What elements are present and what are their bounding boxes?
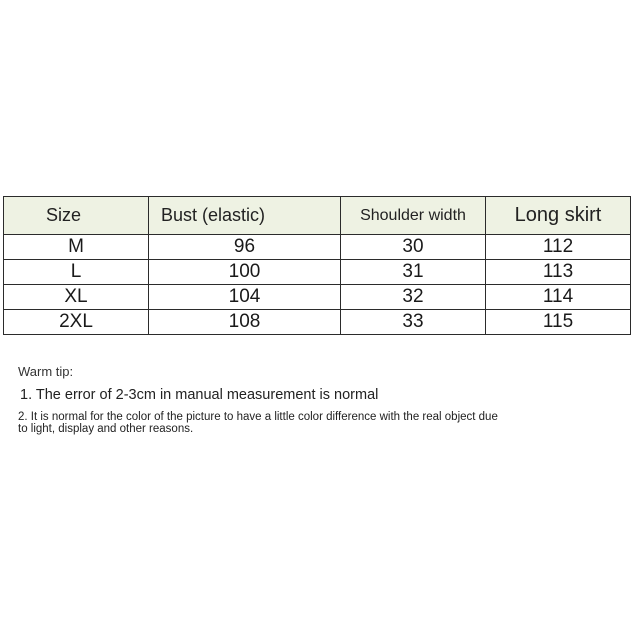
table-row (4, 310, 631, 335)
header-bust: Bust (elastic) (149, 197, 341, 235)
cell-size: L (4, 260, 149, 285)
cell-size: M (4, 235, 149, 260)
cell-bust: 108 (149, 310, 341, 335)
cell-long-skirt: 114 (486, 285, 631, 310)
table-row (4, 235, 631, 260)
cell-long-skirt: 115 (486, 310, 631, 335)
cell-size: XL (4, 285, 149, 310)
table-header-row (4, 197, 631, 235)
size-chart-table (3, 196, 631, 335)
table-row (4, 285, 631, 310)
header-shoulder-width: Shoulder width (341, 197, 486, 235)
table-row (4, 260, 631, 285)
cell-long-skirt: 113 (486, 260, 631, 285)
cell-shoulder-width: 33 (341, 310, 486, 335)
tip-item: 1. The error of 2-3cm in manual measurement is normal (20, 387, 379, 403)
cell-bust: 104 (149, 285, 341, 310)
cell-bust: 96 (149, 235, 341, 260)
tip-item: 2. It is normal for the color of the picture to have a little color difference with the real object due to light, display and other reasons. (18, 411, 498, 435)
cell-bust: 100 (149, 260, 341, 285)
tips-title: Warm tip: (18, 364, 74, 379)
warm-tips (18, 364, 578, 435)
cell-shoulder-width: 30 (341, 235, 486, 260)
cell-size: 2XL (4, 310, 149, 335)
cell-shoulder-width: 32 (341, 285, 486, 310)
cell-long-skirt: 112 (486, 235, 631, 260)
cell-shoulder-width: 31 (341, 260, 486, 285)
header-size: Size (4, 197, 149, 235)
header-long-skirt: Long skirt (486, 197, 631, 235)
